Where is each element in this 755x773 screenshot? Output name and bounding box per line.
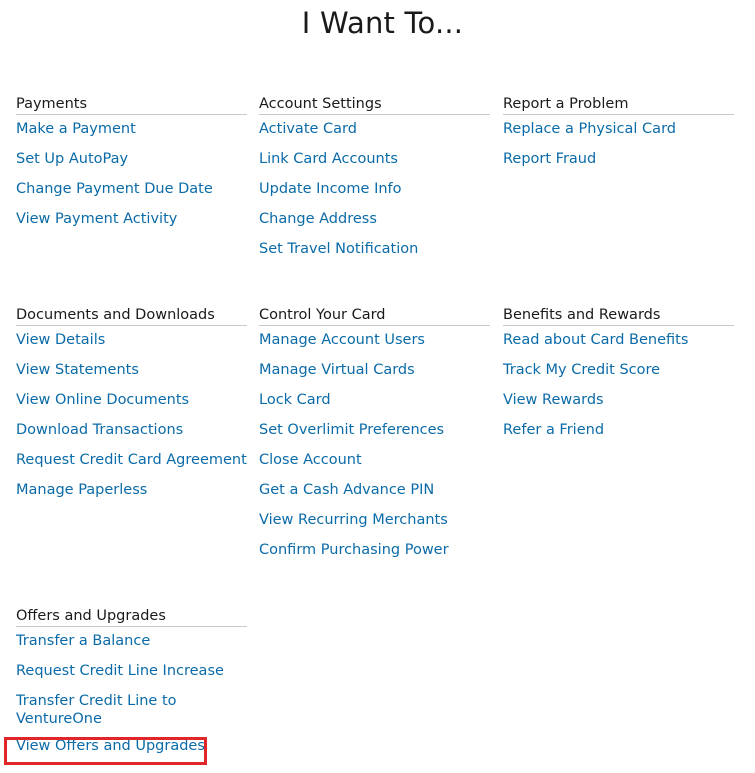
manage-virtual-cards-link[interactable]: Manage Virtual Cards — [259, 362, 415, 378]
transfer-credit-line-ventureone-link[interactable]: Transfer Credit Line to VentureOne — [16, 693, 177, 727]
link-list-report-problem — [503, 120, 734, 171]
lock-card-link[interactable]: Lock Card — [259, 392, 331, 408]
section-heading-account-settings: Account Settings — [259, 94, 490, 115]
section-heading-benefits: Benefits and Rewards — [503, 305, 734, 326]
section-payments — [16, 94, 247, 240]
replace-physical-card-link[interactable]: Replace a Physical Card — [503, 121, 676, 137]
section-heading-control-card: Control Your Card — [259, 305, 490, 326]
section-control-card — [259, 305, 490, 571]
section-heading-documents: Documents and Downloads — [16, 305, 247, 326]
section-benefits — [503, 305, 734, 451]
get-cash-advance-pin-link[interactable]: Get a Cash Advance PIN — [259, 482, 435, 498]
section-heading-offers: Offers and Upgrades — [16, 606, 247, 627]
view-payment-activity-link[interactable]: View Payment Activity — [16, 211, 178, 227]
activate-card-link[interactable]: Activate Card — [259, 121, 357, 137]
read-card-benefits-link[interactable]: Read about Card Benefits — [503, 332, 689, 348]
link-list-benefits — [503, 331, 734, 442]
link-list-account-settings — [259, 120, 490, 261]
section-heading-payments: Payments — [16, 94, 247, 115]
transfer-balance-link[interactable]: Transfer a Balance — [16, 633, 151, 649]
view-online-documents-link[interactable]: View Online Documents — [16, 392, 190, 408]
manage-account-users-link[interactable]: Manage Account Users — [259, 332, 425, 348]
view-offers-upgrades-link[interactable]: View Offers and Upgrades — [16, 738, 205, 754]
set-overlimit-preferences-link[interactable]: Set Overlimit Preferences — [259, 422, 445, 438]
track-credit-score-link[interactable]: Track My Credit Score — [503, 362, 661, 378]
section-heading-report-problem: Report a Problem — [503, 94, 734, 115]
close-account-link[interactable]: Close Account — [259, 452, 362, 468]
make-payment-link[interactable]: Make a Payment — [16, 121, 136, 137]
set-up-autopay-link[interactable]: Set Up AutoPay — [16, 151, 129, 167]
link-list-control-card — [259, 331, 490, 562]
request-credit-line-increase-link[interactable]: Request Credit Line Increase — [16, 663, 224, 679]
manage-paperless-link[interactable]: Manage Paperless — [16, 482, 148, 498]
report-fraud-link[interactable]: Report Fraud — [503, 151, 597, 167]
section-account-settings — [259, 94, 490, 270]
view-recurring-merchants-link[interactable]: View Recurring Merchants — [259, 512, 448, 528]
download-transactions-link[interactable]: Download Transactions — [16, 422, 184, 438]
view-details-link[interactable]: View Details — [16, 332, 106, 348]
request-credit-card-agreement-link[interactable]: Request Credit Card Agreement — [16, 452, 247, 468]
view-rewards-link[interactable]: View Rewards — [503, 392, 604, 408]
update-income-info-link[interactable]: Update Income Info — [259, 181, 402, 197]
section-documents — [16, 305, 247, 511]
change-payment-due-date-link[interactable]: Change Payment Due Date — [16, 181, 213, 197]
section-report-problem — [503, 94, 734, 180]
confirm-purchasing-power-link[interactable]: Confirm Purchasing Power — [259, 542, 449, 558]
page-title: I Want To... — [301, 6, 464, 40]
change-address-link[interactable]: Change Address — [259, 211, 377, 227]
link-list-payments — [16, 120, 247, 231]
link-card-accounts-link[interactable]: Link Card Accounts — [259, 151, 398, 167]
link-list-documents — [16, 331, 247, 502]
highlight-box — [4, 737, 207, 765]
set-travel-notification-link[interactable]: Set Travel Notification — [259, 241, 419, 257]
refer-a-friend-link[interactable]: Refer a Friend — [503, 422, 605, 438]
view-statements-link[interactable]: View Statements — [16, 362, 139, 378]
